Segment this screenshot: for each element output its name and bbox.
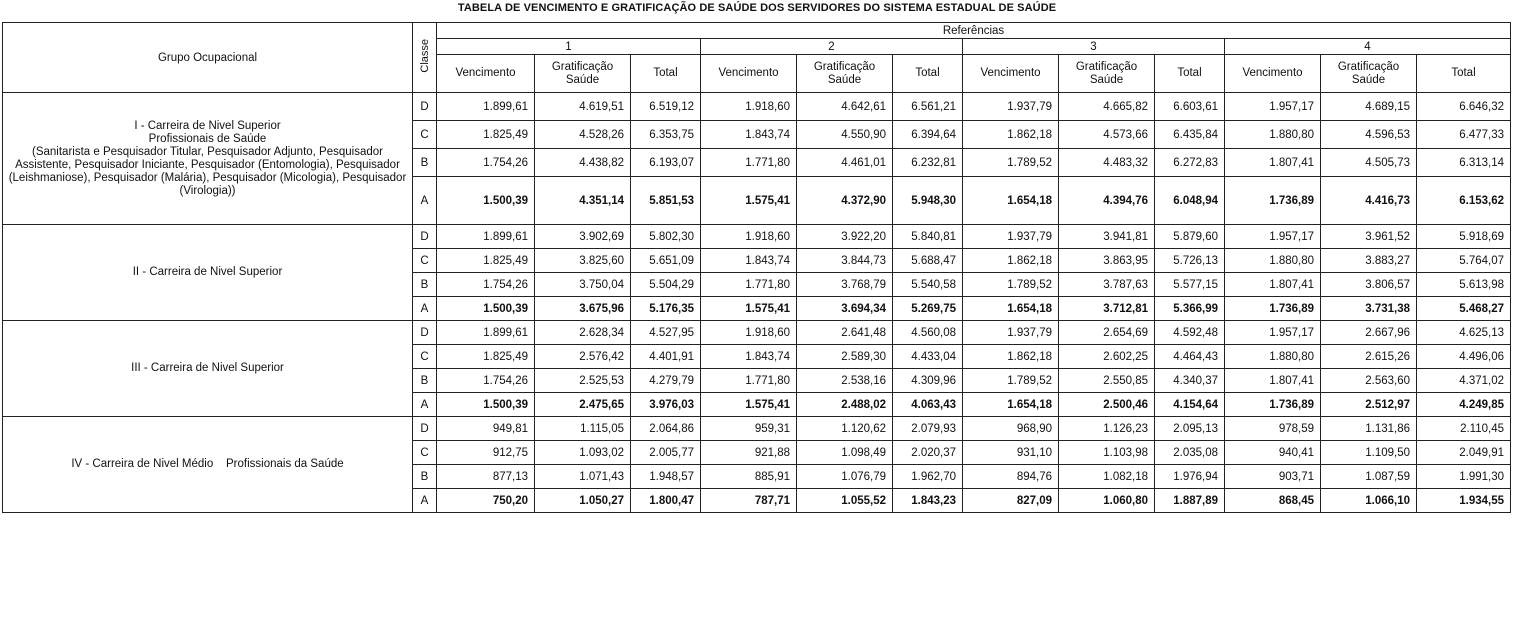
group-name: I - Carreira de Nivel Superior Profissionais de Saúde (Sanitarista e Pesquisador Titular, Pesquisador Adjunto, Pesquisador Assistente, Pesquisador Iniciante, Pesquisador (Entomologia), Pesquisador (Leishmaniose), Pesquisador (Malária), Pesquisador (Micologia), Pesquisador (Virologia)) [3, 93, 413, 225]
value-cell: 1.957,17 [1225, 321, 1321, 345]
header-vencimento: Vencimento [1225, 55, 1321, 93]
group-name: III - Carreira de Nivel Superior [3, 321, 413, 417]
value-cell: 1.880,80 [1225, 121, 1321, 149]
table-row [3, 417, 1511, 441]
classe-cell: A [413, 177, 437, 225]
classe-cell: A [413, 393, 437, 417]
value-cell: 3.825,60 [535, 249, 631, 273]
value-cell: 1.887,89 [1155, 489, 1225, 513]
value-cell: 6.603,61 [1155, 93, 1225, 121]
value-cell: 1.918,60 [701, 321, 797, 345]
value-cell: 1.654,18 [963, 297, 1059, 321]
value-cell: 1.754,26 [437, 369, 535, 393]
value-cell: 5.176,35 [631, 297, 701, 321]
value-cell: 1.789,52 [963, 369, 1059, 393]
value-cell: 5.366,99 [1155, 297, 1225, 321]
value-cell: 1.825,49 [437, 121, 535, 149]
value-cell: 750,20 [437, 489, 535, 513]
value-cell: 4.505,73 [1321, 149, 1417, 177]
value-cell: 5.851,53 [631, 177, 701, 225]
value-cell: 1.976,94 [1155, 465, 1225, 489]
value-cell: 6.313,14 [1417, 149, 1511, 177]
value-cell: 2.628,34 [535, 321, 631, 345]
value-cell: 2.064,86 [631, 417, 701, 441]
header-ref-3: 3 [963, 39, 1225, 55]
value-cell: 5.577,15 [1155, 273, 1225, 297]
header-total: Total [1155, 55, 1225, 93]
value-cell: 2.512,97 [1321, 393, 1417, 417]
value-cell: 3.731,38 [1321, 297, 1417, 321]
classe-cell: B [413, 273, 437, 297]
value-cell: 1.066,10 [1321, 489, 1417, 513]
value-cell: 5.764,07 [1417, 249, 1511, 273]
value-cell: 4.464,43 [1155, 345, 1225, 369]
value-cell: 4.433,04 [893, 345, 963, 369]
value-cell: 787,71 [701, 489, 797, 513]
classe-cell: D [413, 417, 437, 441]
value-cell: 1.800,47 [631, 489, 701, 513]
value-cell: 5.726,13 [1155, 249, 1225, 273]
value-cell: 4.642,61 [797, 93, 893, 121]
value-cell: 1.937,79 [963, 93, 1059, 121]
value-cell: 903,71 [1225, 465, 1321, 489]
value-cell: 2.602,25 [1059, 345, 1155, 369]
value-cell: 2.095,13 [1155, 417, 1225, 441]
classe-cell: B [413, 369, 437, 393]
header-total: Total [1417, 55, 1511, 93]
value-cell: 4.309,96 [893, 369, 963, 393]
header-ref-2: 2 [701, 39, 963, 55]
value-cell: 4.573,66 [1059, 121, 1155, 149]
value-cell: 5.879,60 [1155, 225, 1225, 249]
value-cell: 6.353,75 [631, 121, 701, 149]
value-cell: 1.862,18 [963, 121, 1059, 149]
value-cell: 2.615,26 [1321, 345, 1417, 369]
header-vencimento: Vencimento [701, 55, 797, 93]
value-cell: 4.550,90 [797, 121, 893, 149]
value-cell: 4.528,26 [535, 121, 631, 149]
value-cell: 1.948,57 [631, 465, 701, 489]
value-cell: 6.519,12 [631, 93, 701, 121]
value-cell: 2.035,08 [1155, 441, 1225, 465]
value-cell: 3.694,34 [797, 297, 893, 321]
value-cell: 1.115,05 [535, 417, 631, 441]
value-cell: 4.619,51 [535, 93, 631, 121]
value-cell: 1.082,18 [1059, 465, 1155, 489]
value-cell: 1.103,98 [1059, 441, 1155, 465]
classe-cell: D [413, 93, 437, 121]
value-cell: 6.646,32 [1417, 93, 1511, 121]
value-cell: 4.665,82 [1059, 93, 1155, 121]
group-name: IV - Carreira de Nivel Médio Profissionais da Saúde [3, 417, 413, 513]
value-cell: 4.592,48 [1155, 321, 1225, 345]
value-cell: 3.806,57 [1321, 273, 1417, 297]
value-cell: 3.961,52 [1321, 225, 1417, 249]
value-cell: 5.504,29 [631, 273, 701, 297]
value-cell: 1.131,86 [1321, 417, 1417, 441]
value-cell: 3.922,20 [797, 225, 893, 249]
value-cell: 885,91 [701, 465, 797, 489]
table-title: TABELA DE VENCIMENTO E GRATIFICAÇÃO DE SAÚDE DOS SERVIDORES DO SISTEMA ESTADUAL DE SAÚDE [457, 2, 1057, 14]
table-row [3, 93, 1511, 121]
value-cell: 1.754,26 [437, 149, 535, 177]
value-cell: 3.844,73 [797, 249, 893, 273]
value-cell: 921,88 [701, 441, 797, 465]
header-gratificacao: Gratificação Saúde [1059, 55, 1155, 93]
value-cell: 1.071,43 [535, 465, 631, 489]
value-cell: 1.862,18 [963, 345, 1059, 369]
header-vencimento: Vencimento [437, 55, 535, 93]
value-cell: 1.575,41 [701, 297, 797, 321]
value-cell: 5.802,30 [631, 225, 701, 249]
value-cell: 1.771,80 [701, 149, 797, 177]
value-cell: 6.435,84 [1155, 121, 1225, 149]
value-cell: 2.589,30 [797, 345, 893, 369]
value-cell: 1.789,52 [963, 149, 1059, 177]
value-cell: 968,90 [963, 417, 1059, 441]
value-cell: 2.500,46 [1059, 393, 1155, 417]
value-cell: 5.613,98 [1417, 273, 1511, 297]
value-cell: 5.468,27 [1417, 297, 1511, 321]
classe-cell: A [413, 489, 437, 513]
value-cell: 1.754,26 [437, 273, 535, 297]
value-cell: 4.351,14 [535, 177, 631, 225]
value-cell: 978,59 [1225, 417, 1321, 441]
value-cell: 1.957,17 [1225, 93, 1321, 121]
classe-cell: D [413, 225, 437, 249]
value-cell: 4.496,06 [1417, 345, 1511, 369]
table-row [3, 321, 1511, 345]
value-cell: 6.153,62 [1417, 177, 1511, 225]
value-cell: 1.575,41 [701, 177, 797, 225]
value-cell: 912,75 [437, 441, 535, 465]
value-cell: 4.625,13 [1417, 321, 1511, 345]
classe-cell: C [413, 121, 437, 149]
value-cell: 3.883,27 [1321, 249, 1417, 273]
value-cell: 1.899,61 [437, 93, 535, 121]
value-cell: 1.736,89 [1225, 393, 1321, 417]
value-cell: 4.372,90 [797, 177, 893, 225]
value-cell: 2.475,65 [535, 393, 631, 417]
value-cell: 2.654,69 [1059, 321, 1155, 345]
value-cell: 2.525,53 [535, 369, 631, 393]
value-cell: 5.269,75 [893, 297, 963, 321]
value-cell: 1.654,18 [963, 177, 1059, 225]
value-cell: 1.771,80 [701, 273, 797, 297]
value-cell: 3.902,69 [535, 225, 631, 249]
value-cell: 5.688,47 [893, 249, 963, 273]
value-cell: 4.063,43 [893, 393, 963, 417]
value-cell: 6.394,64 [893, 121, 963, 149]
value-cell: 1.899,61 [437, 321, 535, 345]
value-cell: 5.840,81 [893, 225, 963, 249]
value-cell: 1.937,79 [963, 321, 1059, 345]
value-cell: 1.500,39 [437, 297, 535, 321]
value-cell: 4.438,82 [535, 149, 631, 177]
value-cell: 2.079,93 [893, 417, 963, 441]
value-cell: 2.488,02 [797, 393, 893, 417]
header-ref-1: 1 [437, 39, 701, 55]
value-cell: 1.843,74 [701, 249, 797, 273]
value-cell: 4.279,79 [631, 369, 701, 393]
value-cell: 3.787,63 [1059, 273, 1155, 297]
header-vencimento: Vencimento [963, 55, 1059, 93]
value-cell: 2.550,85 [1059, 369, 1155, 393]
value-cell: 3.863,95 [1059, 249, 1155, 273]
value-cell: 5.918,69 [1417, 225, 1511, 249]
value-cell: 4.560,08 [893, 321, 963, 345]
value-cell: 894,76 [963, 465, 1059, 489]
value-cell: 4.394,76 [1059, 177, 1155, 225]
value-cell: 868,45 [1225, 489, 1321, 513]
value-cell: 1.934,55 [1417, 489, 1511, 513]
header-total: Total [631, 55, 701, 93]
value-cell: 1.880,80 [1225, 249, 1321, 273]
value-cell: 1.098,49 [797, 441, 893, 465]
value-cell: 827,09 [963, 489, 1059, 513]
value-cell: 6.232,81 [893, 149, 963, 177]
salary-table [2, 22, 1511, 513]
value-cell: 1.654,18 [963, 393, 1059, 417]
value-cell: 2.667,96 [1321, 321, 1417, 345]
value-cell: 3.941,81 [1059, 225, 1155, 249]
value-cell: 4.416,73 [1321, 177, 1417, 225]
value-cell: 1.918,60 [701, 93, 797, 121]
value-cell: 2.005,77 [631, 441, 701, 465]
value-cell: 931,10 [963, 441, 1059, 465]
value-cell: 959,31 [701, 417, 797, 441]
header-gratificacao: Gratificação Saúde [535, 55, 631, 93]
value-cell: 1.843,74 [701, 345, 797, 369]
value-cell: 1.991,30 [1417, 465, 1511, 489]
value-cell: 1.050,27 [535, 489, 631, 513]
value-cell: 1.120,62 [797, 417, 893, 441]
value-cell: 3.675,96 [535, 297, 631, 321]
classe-cell: A [413, 297, 437, 321]
value-cell: 1.789,52 [963, 273, 1059, 297]
value-cell: 6.477,33 [1417, 121, 1511, 149]
value-cell: 2.641,48 [797, 321, 893, 345]
value-cell: 877,13 [437, 465, 535, 489]
value-cell: 1.880,80 [1225, 345, 1321, 369]
value-cell: 4.596,53 [1321, 121, 1417, 149]
value-cell: 1.060,80 [1059, 489, 1155, 513]
classe-cell: B [413, 149, 437, 177]
table-row [3, 225, 1511, 249]
value-cell: 1.962,70 [893, 465, 963, 489]
value-cell: 1.500,39 [437, 393, 535, 417]
value-cell: 1.771,80 [701, 369, 797, 393]
value-cell: 4.483,32 [1059, 149, 1155, 177]
header-ref-4: 4 [1225, 39, 1511, 55]
value-cell: 1.736,89 [1225, 177, 1321, 225]
value-cell: 1.825,49 [437, 345, 535, 369]
value-cell: 1.957,17 [1225, 225, 1321, 249]
value-cell: 4.527,95 [631, 321, 701, 345]
value-cell: 3.768,79 [797, 273, 893, 297]
value-cell: 2.576,42 [535, 345, 631, 369]
value-cell: 4.689,15 [1321, 93, 1417, 121]
value-cell: 1.807,41 [1225, 149, 1321, 177]
value-cell: 1.500,39 [437, 177, 535, 225]
value-cell: 3.712,81 [1059, 297, 1155, 321]
header-referencias: Referências [437, 23, 1511, 39]
value-cell: 4.371,02 [1417, 369, 1511, 393]
value-cell: 1.126,23 [1059, 417, 1155, 441]
value-cell: 3.976,03 [631, 393, 701, 417]
value-cell: 1.899,61 [437, 225, 535, 249]
header-classe: Classe [413, 23, 437, 93]
classe-cell: C [413, 345, 437, 369]
value-cell: 4.461,01 [797, 149, 893, 177]
value-cell: 5.651,09 [631, 249, 701, 273]
value-cell: 6.272,83 [1155, 149, 1225, 177]
value-cell: 1.093,02 [535, 441, 631, 465]
value-cell: 3.750,04 [535, 273, 631, 297]
classe-cell: C [413, 441, 437, 465]
value-cell: 1.807,41 [1225, 369, 1321, 393]
value-cell: 949,81 [437, 417, 535, 441]
value-cell: 1.055,52 [797, 489, 893, 513]
value-cell: 940,41 [1225, 441, 1321, 465]
value-cell: 4.340,37 [1155, 369, 1225, 393]
classe-cell: C [413, 249, 437, 273]
value-cell: 1.076,79 [797, 465, 893, 489]
value-cell: 6.561,21 [893, 93, 963, 121]
value-cell: 4.154,64 [1155, 393, 1225, 417]
value-cell: 1.937,79 [963, 225, 1059, 249]
classe-cell: D [413, 321, 437, 345]
value-cell: 6.048,94 [1155, 177, 1225, 225]
value-cell: 1.825,49 [437, 249, 535, 273]
value-cell: 1.109,50 [1321, 441, 1417, 465]
classe-cell: B [413, 465, 437, 489]
value-cell: 1.736,89 [1225, 297, 1321, 321]
value-cell: 4.401,91 [631, 345, 701, 369]
value-cell: 2.538,16 [797, 369, 893, 393]
value-cell: 1.862,18 [963, 249, 1059, 273]
value-cell: 4.249,85 [1417, 393, 1511, 417]
header-grupo: Grupo Ocupacional [3, 23, 413, 93]
value-cell: 5.540,58 [893, 273, 963, 297]
value-cell: 1.843,23 [893, 489, 963, 513]
group-name: II - Carreira de Nivel Superior [3, 225, 413, 321]
value-cell: 1.843,74 [701, 121, 797, 149]
header-gratificacao: Gratificação Saúde [1321, 55, 1417, 93]
value-cell: 5.948,30 [893, 177, 963, 225]
value-cell: 1.087,59 [1321, 465, 1417, 489]
header-gratificacao: Gratificação Saúde [797, 55, 893, 93]
value-cell: 1.918,60 [701, 225, 797, 249]
value-cell: 2.563,60 [1321, 369, 1417, 393]
value-cell: 2.020,37 [893, 441, 963, 465]
value-cell: 2.110,45 [1417, 417, 1511, 441]
value-cell: 1.807,41 [1225, 273, 1321, 297]
value-cell: 6.193,07 [631, 149, 701, 177]
value-cell: 2.049,91 [1417, 441, 1511, 465]
header-total: Total [893, 55, 963, 93]
value-cell: 1.575,41 [701, 393, 797, 417]
